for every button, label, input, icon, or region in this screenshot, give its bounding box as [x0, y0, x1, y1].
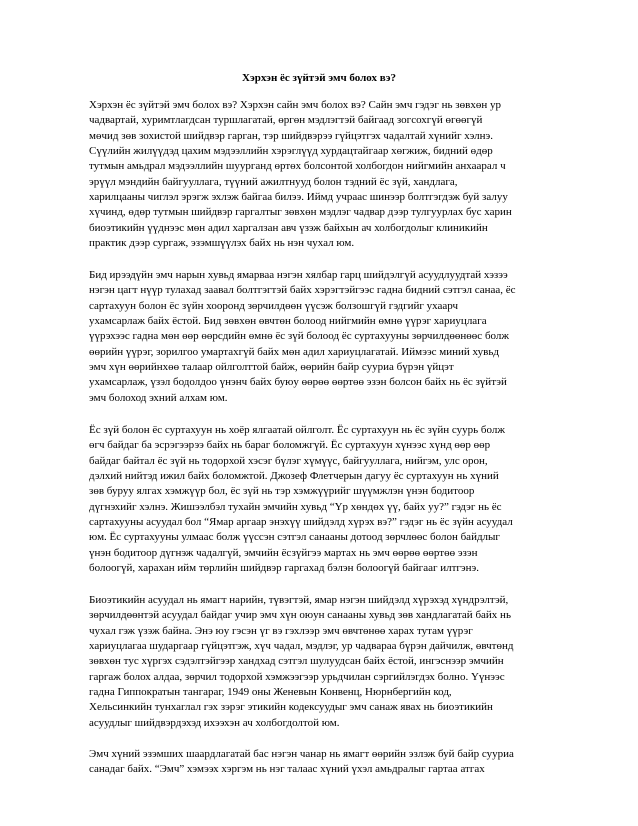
- paragraph-line: хүчинд, өдөр тутмын шийдвэр гаргалтыг зөвхөн мэдлэг чадвар дээр тулгуурлах бус харин: [89, 206, 512, 219]
- paragraph-line: Сүүлийн жилүүдэд цахим мэдээллийн хэрэглүүд хурдацтайгаар хөгжиж, бидний өдөр: [89, 145, 493, 158]
- paragraph-line: Хэрхэн ёс зүйтэй эмч болох вэ? Хэрхэн сайн эмч болох вэ? Сайн эмч гэдэг нь зөвхөн ур: [89, 99, 501, 111]
- paragraph-line: чадвартай, хуримтлагдсан туршлагатай, өргөн мэдлэгтэй байгаад зогсохгүй өгөөгүй: [89, 114, 483, 127]
- paragraph-4: [89, 593, 573, 731]
- paragraph-line: Ёс зүй болон ёс суртахуун нь хоёр ялгаатай ойлголт. Ёс суртахуун нь ёс зүйн суурь болж: [89, 424, 505, 436]
- paragraph-line: нэгэн цагт нүүр тулахад заавал болтгэгтэй байх хэрэгтэйгээс гадна бидний сэтгэл санаа, ёс: [89, 284, 516, 297]
- paragraph-line: сартахууны асуудал бол “Ямар аргаар энэхүү шийдэлд хүрэх вэ?” гэдэг нь ёс зүйн асуудал: [89, 516, 513, 529]
- paragraph-line: Эмч хүний эзэмших шаардлагатай бас нэгэн чанар нь ямагт өөрийн эзлэж буй байр сууриа: [89, 748, 514, 760]
- paragraph-3: [89, 423, 573, 576]
- paragraph-line: дэлхий нийтэд ижил байх боломжтой. Джозеф Флетчерын дагуу ёс суртахуун нь хүний: [89, 470, 499, 483]
- paragraph-line: Бид ирээдүйн эмч нарын хувьд ямарваа нэгэн хялбар гарц шийдэлгүй асуудлуудтай хэзээ: [89, 269, 508, 281]
- paragraph-line: ухамсарлаж байх ёстой. Бид зөвхөн өвчтөн болоод нийгмийн өмнө үүрэг хариуцлага: [89, 315, 487, 328]
- paragraph-line: болоогүй, харахан ийм төрлийн шийдвэр гаргахад бэлэн болоогүй байгааг илтгэнэ.: [89, 562, 479, 575]
- paragraph-line: Биоэтикийн асуудал нь ямагт нарийн, түвэгтэй, ямар нэгэн шийдэлд хүрэхэд хүндрэлтэй,: [89, 594, 509, 606]
- paragraph-line: гаргаж болох алдаа, зөрчил тодорхой хэмжээгээр урьдчилан сэргийлэгдэх болно. Үүнээс: [89, 670, 505, 683]
- paragraph-line: гадна Гиппократын тангараг, 1949 оны Женевын Конвенц, Нюрнбергийн код,: [89, 686, 452, 699]
- paragraph-line: эрүүл мэндийн байгууллага, түүний ажилтнууд болон тэдний ёс зүй, хандлага,: [89, 175, 458, 188]
- paragraph-line: харилцааны чиглэл эрэгж эхлэж байгаа билээ. Иймд учраас шинээр болтгэгдэж буй залуу: [89, 191, 508, 204]
- paragraph-1: [89, 98, 573, 251]
- paragraph-line: Хельсинкийн тунхаглал гэх зэрэг этикийн кодексуудыг эмч санаж явах нь биоэтикийн: [89, 701, 493, 714]
- paragraph-line: тутмын амьдрал мэдээллийн шуурганд өртөх болсонтой холбогдон нийгмийн анхаарал ч: [89, 160, 506, 173]
- paragraph-line: асуудлыг шийдвэрдэхэд ихээхэн ач холбогдолтой юм.: [89, 716, 340, 729]
- paragraph-line: сартахуун болон ёс зүйн хооронд зөрчилдөөн үүсэж болзошгүй гэдгийг ухаарч: [89, 299, 458, 312]
- paragraph-line: биоэтикийн үүднээс мөн адил харгалзан авч үзэж байхын ач холбогдолыг клиникийн: [89, 221, 488, 234]
- paragraph-line: санадаг байх. “Эмч” хэмээх хэргэм нь нэг талаас хүний үхэл амьдралыг гартаа атгах: [89, 763, 485, 776]
- paragraph-5: [89, 747, 573, 778]
- paragraph-line: чухал гэж үзэж байна. Энэ юу гэсэн үг вэ гэхлээр эмч өвчтөнөө харах тутам үүрэг: [89, 624, 473, 637]
- paragraph-2: [89, 268, 573, 406]
- paragraph-line: үүрэхээс гадна мөн өөр өөрсдийн өмнө ёс зүй болоод ёс суртахууны зөрчилдөөнөөс болж: [89, 330, 509, 343]
- paragraph-line: зөв буруу ялгах хэмжүүр бол, ёс зүй нь тэр хэмжүүрийг шүүмжлэн үнэн бодитоор: [89, 485, 475, 498]
- paragraph-line: өгч байдаг ба эсрэгээрээ байх нь бараг боломжгүй. Ёс суртахуун хүнээс хүнд өөр өөр: [89, 439, 491, 452]
- paragraph-line: эмч болоход эхний алхам юм.: [89, 391, 228, 404]
- paragraph-line: зөрчилдөөнтэй асуудал байдаг учир эмч хүн оюун санааны хувьд зөв хандлагатай байх нь: [89, 609, 511, 622]
- paragraph-line: эмч хүн өөрийнхөө талаар ойлголттой байж, өөрийн байр сууриа бүрэн үйцэт: [89, 361, 454, 374]
- paragraph-line: практик дээр сургаж, эзэмшүүлэх байх нь нэн чухал юм.: [89, 237, 355, 250]
- paragraph-line: ухамсарлаж, үзэл бодолдоо үнэнч байх буюу өөрөө өөртөө эзэн болсон байх нь ёс зүйтэй: [89, 376, 507, 389]
- paragraph-line: дүгнэхийг хэлнэ. Жишээлбэл тухайн эмчийн хувьд “Үр хөндөх үү, байх уу?” гэдэг нь ёс: [89, 500, 502, 513]
- paragraph-line: хариуцлагаа шударгаар гүйцэтгэж, хүч чадал, мэдлэг, ур чадвараа бүрэн дайчилж, өвчтөнд: [89, 640, 514, 653]
- paragraph-line: байдаг байтал ёс зүй нь тодорхой хэсэг бүлэг хүмүүс, байгууллага, нийгэм, улс орон,: [89, 454, 488, 467]
- paragraph-line: үнэн бодитоор дүгнэж чадалгүй, эмчийн ёсзүйгээ мартах нь эмч өөрөө өөртөө эзэн: [89, 546, 478, 559]
- paragraph-line: мөчид зөв зохистой шийдвэр гарган, тэр шийдвэрээ гүйцэтгэх чадалтай хүнийг хэлнэ.: [89, 129, 493, 142]
- paragraph-line: юм. Ёс суртахууны улмаас болж үүссэн сэтгэл санааны дотоод зөрчлөөс болон байдлыг: [89, 531, 500, 544]
- paragraph-line: өөрийн үүрэг, зорилгоо умартахгүй байх мөн адил хариуцлагатай. Иймээс миний хувьд: [89, 345, 499, 358]
- document-title: Хэрхэн ёс зүйтэй эмч болох вэ?: [242, 72, 396, 84]
- paragraph-line: зөвхөн тус хүргэх сэдэлтэйгээр хандхад сэтгэл шулуудсан байх ёстой, ингэснээр эмчийн: [89, 655, 504, 668]
